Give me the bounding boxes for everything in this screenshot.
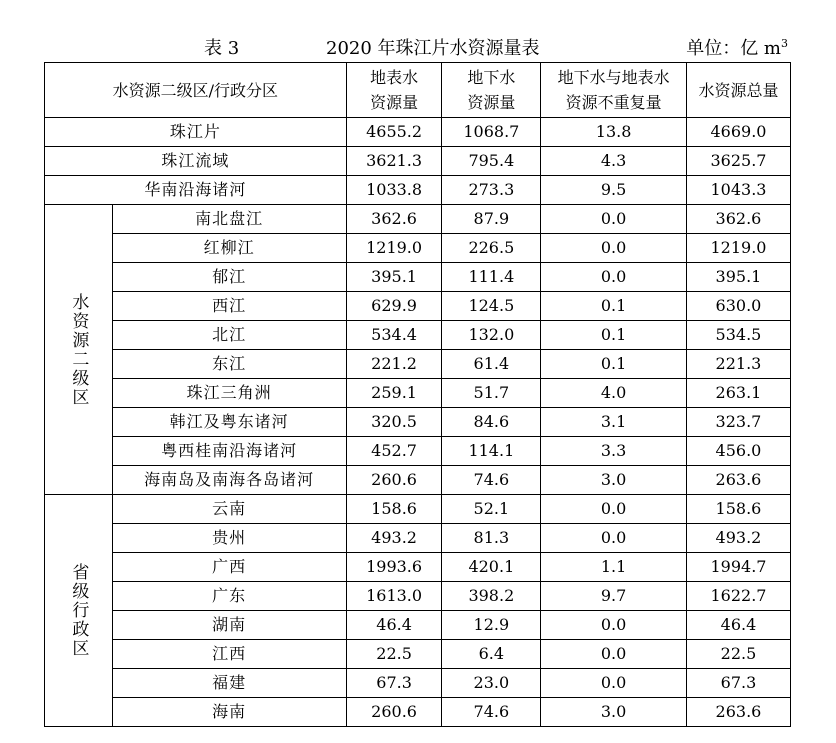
header-region: 水资源二级区/行政分区 — [45, 63, 347, 118]
cell-surface: 221.2 — [346, 350, 442, 379]
row-label: 广西 — [112, 553, 346, 582]
cell-nonoverlap: 0.0 — [541, 495, 687, 524]
table-row — [45, 379, 791, 408]
table-row — [45, 524, 791, 553]
cell-total: 1994.7 — [686, 553, 790, 582]
cell-nonoverlap: 0.0 — [541, 234, 687, 263]
cell-total: 221.3 — [686, 350, 790, 379]
cell-total: 323.7 — [686, 408, 790, 437]
cell-nonoverlap: 4.3 — [541, 147, 687, 176]
cell-surface: 259.1 — [346, 379, 442, 408]
cell-nonoverlap: 0.1 — [541, 321, 687, 350]
cell-total: 3625.7 — [686, 147, 790, 176]
header-row — [45, 63, 791, 118]
unit-label — [686, 34, 788, 60]
cell-total: 1622.7 — [686, 582, 790, 611]
group-label: 水资源二级区 — [45, 205, 113, 495]
cell-ground: 132.0 — [442, 321, 541, 350]
cell-ground: 61.4 — [442, 350, 541, 379]
water-resources-table — [44, 62, 791, 727]
cell-nonoverlap: 0.0 — [541, 205, 687, 234]
cell-nonoverlap: 3.0 — [541, 698, 687, 727]
cell-nonoverlap: 0.0 — [541, 669, 687, 698]
cell-nonoverlap: 4.0 — [541, 379, 687, 408]
cell-nonoverlap: 0.1 — [541, 350, 687, 379]
row-label: 华南沿海诸河 — [45, 176, 347, 205]
cell-nonoverlap: 13.8 — [541, 118, 687, 147]
cell-total: 630.0 — [686, 292, 790, 321]
cell-nonoverlap: 0.0 — [541, 611, 687, 640]
row-label: 郁江 — [112, 263, 346, 292]
cell-surface: 46.4 — [346, 611, 442, 640]
row-label: 贵州 — [112, 524, 346, 553]
table-row — [45, 466, 791, 495]
cell-surface: 4655.2 — [346, 118, 442, 147]
table-row — [45, 698, 791, 727]
table-row — [45, 495, 791, 524]
row-label: 南北盘江 — [112, 205, 346, 234]
header-ground: 地下水 资源量 — [442, 63, 541, 118]
cell-total: 263.6 — [686, 698, 790, 727]
cell-nonoverlap: 3.1 — [541, 408, 687, 437]
cell-nonoverlap: 0.0 — [541, 640, 687, 669]
cell-ground: 420.1 — [442, 553, 541, 582]
cell-ground: 226.5 — [442, 234, 541, 263]
row-label: 广东 — [112, 582, 346, 611]
row-label: 珠江片 — [45, 118, 347, 147]
cell-total: 1043.3 — [686, 176, 790, 205]
row-label: 红柳江 — [112, 234, 346, 263]
header-total: 水资源总量 — [686, 63, 790, 118]
cell-ground: 398.2 — [442, 582, 541, 611]
unit-superscript: 3 — [781, 37, 788, 50]
row-label: 东江 — [112, 350, 346, 379]
cell-total: 456.0 — [686, 437, 790, 466]
cell-nonoverlap: 0.0 — [541, 524, 687, 553]
cell-surface: 1993.6 — [346, 553, 442, 582]
table-row — [45, 350, 791, 379]
cell-ground: 111.4 — [442, 263, 541, 292]
cell-total: 22.5 — [686, 640, 790, 669]
cell-total: 4669.0 — [686, 118, 790, 147]
row-label: 湖南 — [112, 611, 346, 640]
cell-ground: 52.1 — [442, 495, 541, 524]
cell-ground: 81.3 — [442, 524, 541, 553]
group-label: 省级行政区 — [45, 495, 113, 727]
cell-total: 263.1 — [686, 379, 790, 408]
cell-surface: 629.9 — [346, 292, 442, 321]
cell-ground: 51.7 — [442, 379, 541, 408]
row-label: 粤西桂南沿海诸河 — [112, 437, 346, 466]
table-row — [45, 118, 791, 147]
cell-ground: 114.1 — [442, 437, 541, 466]
cell-surface: 452.7 — [346, 437, 442, 466]
table-caption — [44, 34, 794, 60]
table-row — [45, 205, 791, 234]
table-row — [45, 437, 791, 466]
row-label: 珠江三角洲 — [112, 379, 346, 408]
table-title: 2020 年珠江片水资源量表 — [326, 38, 540, 59]
cell-surface: 320.5 — [346, 408, 442, 437]
cell-ground: 84.6 — [442, 408, 541, 437]
unit-text: 单位：亿 m — [686, 38, 781, 59]
cell-total: 395.1 — [686, 263, 790, 292]
cell-nonoverlap: 1.1 — [541, 553, 687, 582]
cell-ground: 6.4 — [442, 640, 541, 669]
cell-surface: 260.6 — [346, 466, 442, 495]
cell-ground: 87.9 — [442, 205, 541, 234]
row-label: 江西 — [112, 640, 346, 669]
cell-ground: 124.5 — [442, 292, 541, 321]
cell-ground: 23.0 — [442, 669, 541, 698]
table-row — [45, 292, 791, 321]
row-label: 珠江流域 — [45, 147, 347, 176]
table-row — [45, 408, 791, 437]
table-body — [45, 118, 791, 727]
table-row — [45, 553, 791, 582]
table-row — [45, 582, 791, 611]
cell-nonoverlap: 9.7 — [541, 582, 687, 611]
cell-surface: 260.6 — [346, 698, 442, 727]
table-row — [45, 640, 791, 669]
cell-nonoverlap: 3.3 — [541, 437, 687, 466]
row-label: 北江 — [112, 321, 346, 350]
table-row — [45, 321, 791, 350]
cell-total: 362.6 — [686, 205, 790, 234]
table-row — [45, 263, 791, 292]
cell-total: 534.5 — [686, 321, 790, 350]
cell-total: 493.2 — [686, 524, 790, 553]
table-row — [45, 669, 791, 698]
cell-total: 67.3 — [686, 669, 790, 698]
cell-nonoverlap: 9.5 — [541, 176, 687, 205]
cell-surface: 1033.8 — [346, 176, 442, 205]
cell-nonoverlap: 3.0 — [541, 466, 687, 495]
cell-ground: 74.6 — [442, 466, 541, 495]
header-surface: 地表水 资源量 — [346, 63, 442, 118]
row-label: 西江 — [112, 292, 346, 321]
table-row — [45, 176, 791, 205]
cell-total: 263.6 — [686, 466, 790, 495]
row-label: 海南岛及南海各岛诸河 — [112, 466, 346, 495]
row-label: 云南 — [112, 495, 346, 524]
cell-total: 1219.0 — [686, 234, 790, 263]
cell-ground: 12.9 — [442, 611, 541, 640]
header-nonoverlap: 地下水与地表水 资源不重复量 — [541, 63, 687, 118]
cell-total: 46.4 — [686, 611, 790, 640]
cell-surface: 395.1 — [346, 263, 442, 292]
cell-surface: 158.6 — [346, 495, 442, 524]
cell-total: 158.6 — [686, 495, 790, 524]
cell-surface: 3621.3 — [346, 147, 442, 176]
row-label: 海南 — [112, 698, 346, 727]
cell-nonoverlap: 0.1 — [541, 292, 687, 321]
cell-ground: 795.4 — [442, 147, 541, 176]
cell-surface: 22.5 — [346, 640, 442, 669]
cell-nonoverlap: 0.0 — [541, 263, 687, 292]
cell-surface: 67.3 — [346, 669, 442, 698]
cell-surface: 1613.0 — [346, 582, 442, 611]
table-row — [45, 147, 791, 176]
cell-surface: 534.4 — [346, 321, 442, 350]
cell-ground: 1068.7 — [442, 118, 541, 147]
cell-surface: 1219.0 — [346, 234, 442, 263]
cell-ground: 273.3 — [442, 176, 541, 205]
table-row — [45, 611, 791, 640]
table-number: 表 3 — [204, 38, 240, 59]
cell-surface: 362.6 — [346, 205, 442, 234]
row-label: 福建 — [112, 669, 346, 698]
table-row — [45, 234, 791, 263]
row-label: 韩江及粤东诸河 — [112, 408, 346, 437]
cell-ground: 74.6 — [442, 698, 541, 727]
cell-surface: 493.2 — [346, 524, 442, 553]
